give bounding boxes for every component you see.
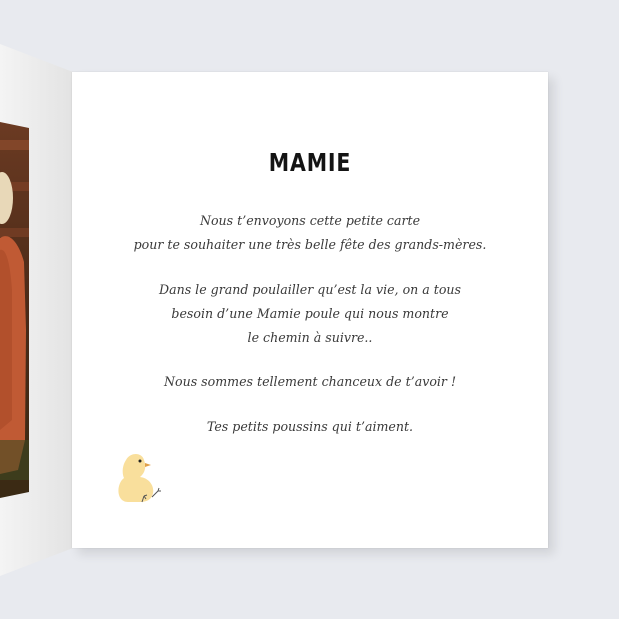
message-line: Nous sommes tellement chanceux de t’avoir !: [163, 374, 457, 389]
message-paragraph: [72, 278, 548, 350]
chick-icon: [114, 444, 166, 504]
message-paragraph: [72, 370, 548, 394]
photo: [0, 122, 29, 498]
message-line: Dans le grand poulailler qu’est la vie, on a tous: [158, 281, 461, 297]
message-line: pour te souhaiter une très belle fête des grands-mères.: [133, 237, 487, 252]
card-title: MAMIE: [268, 148, 352, 177]
message-line: Nous t’envoyons cette petite carte: [199, 213, 421, 228]
card-message: [72, 209, 548, 459]
message-line: Tes petits poussins qui t’aiment.: [206, 418, 414, 434]
card-left-page-artwork: [0, 0, 80, 619]
message-line: le chemin à suivre..: [247, 329, 373, 345]
card-right-page: [72, 72, 548, 548]
message-line: besoin d’une Mamie poule qui nous montre: [171, 305, 449, 321]
message-paragraph: [72, 415, 548, 439]
card-left-page: [0, 0, 80, 619]
message-paragraph: [72, 209, 548, 257]
